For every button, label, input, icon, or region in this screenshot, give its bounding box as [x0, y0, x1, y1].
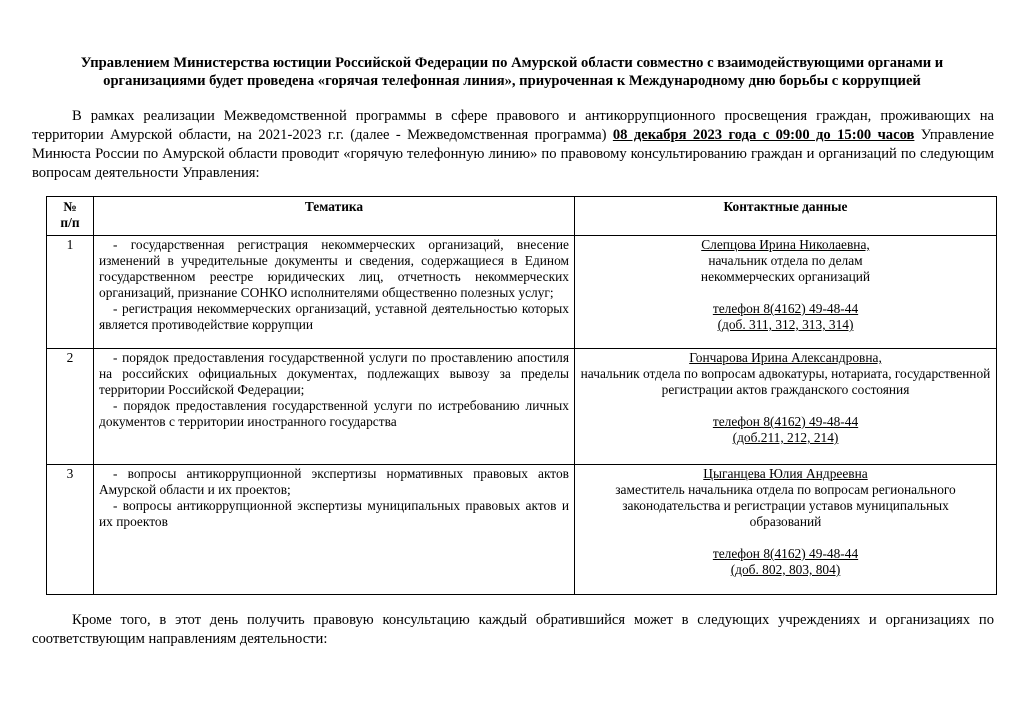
contact-name: Гончарова Ирина Александровна, — [689, 350, 882, 365]
event-date-highlight: 08 декабря 2023 года с 09:00 до 15:00 часов — [612, 127, 915, 143]
contact-position: заместитель начальника отдела по вопросам регионального законодательства и регистрации уставов муниципальных образований — [615, 482, 956, 529]
contact-phone: телефон 8(4162) 49-48-44 — [712, 301, 859, 316]
row-topics — [94, 349, 575, 465]
header-number-line2: п/п — [60, 215, 80, 230]
intro-text-start: В рамках реализации Межведомственной программы в сфере правового и антикоррупционного просвещения граждан, проживающих на территории Амурской области, на 2021-2023 г.г. (далее - Межведомственная программа) — [32, 108, 994, 143]
intro-text-end: Управление Минюста России по Амурской области проводит «горячую телефонную линию» по правовому консультированию граждан и организаций по следующим вопросам деятельности Управления: — [32, 127, 994, 181]
row-contact — [575, 349, 997, 465]
document-title: Управлением Министерства юстиции Российской Федерации по Амурской области совместно с взаимодействующими органами и организациями будет проведена «горячая телефонная линия», приуроченная к Международному дню борьбы с коррупцией — [80, 55, 944, 89]
topic-item: - вопросы антикоррупционной экспертизы муниципальных правовых актов и их проектов — [99, 498, 569, 529]
row-number: 2 — [47, 349, 94, 465]
outro-paragraph: Кроме того, в этот день получить правовую консультацию каждый обратившийся может в следующих учреждениях и организациях по соответствующим направлениям деятельности: — [32, 612, 994, 647]
row-topics — [94, 236, 575, 349]
header-topic: Тематика — [94, 197, 575, 236]
contact-extension: (доб.211, 212, 214) — [732, 430, 839, 445]
topic-item: - государственная регистрация некоммерческих организаций, внесение изменений в учредительные документы и сведения, содержащиеся в Едином государственном реестре юридических лиц, отчетность некоммерческих организаций, признание СОНКО исполнителями общественно полезных услуг; — [99, 237, 569, 300]
contact-extension: (доб. 802, 803, 804) — [730, 562, 841, 577]
table-row — [47, 349, 997, 465]
contact-position: начальник отдела по вопросам адвокатуры, нотариата, государственной регистрации актов гражданского состояния — [580, 366, 991, 397]
table-row — [47, 465, 997, 595]
header-number-line1: № — [63, 199, 77, 214]
row-contact — [575, 236, 997, 349]
contact-name: Цыганцева Юлия Андреевна — [703, 466, 868, 481]
header-contact: Контактные данные — [575, 197, 997, 236]
contact-extension: (доб. 311, 312, 313, 314) — [717, 317, 854, 332]
topic-item: - порядок предоставления государственной услуги по проставлению апостиля на российских официальных документах, подлежащих вывозу за пределы территории Российской Федерации; — [99, 350, 569, 397]
contact-position: начальник отдела по делам некоммерческих организаций — [700, 253, 871, 284]
row-number: 3 — [47, 465, 94, 595]
table-row — [47, 236, 997, 349]
topic-item: - регистрация некоммерческих организаций, уставной деятельностью которых является противодействие коррупции — [99, 301, 569, 332]
topic-item: - порядок предоставления государственной услуги по истребованию личных документов с территории иностранного государства — [99, 398, 569, 429]
row-contact — [575, 465, 997, 595]
row-number: 1 — [47, 236, 94, 349]
hotline-topics-table — [46, 196, 997, 595]
contact-name: Слепцова Ирина Николаевна, — [701, 237, 870, 252]
contact-phone: телефон 8(4162) 49-48-44 — [712, 414, 859, 429]
intro-paragraph — [32, 107, 994, 183]
header-number — [47, 197, 94, 236]
table-header-row — [47, 197, 997, 236]
topic-item: - вопросы антикоррупционной экспертизы нормативных правовых актов Амурской области и их проектов; — [99, 466, 569, 497]
contact-phone: телефон 8(4162) 49-48-44 — [712, 546, 859, 561]
row-topics — [94, 465, 575, 595]
